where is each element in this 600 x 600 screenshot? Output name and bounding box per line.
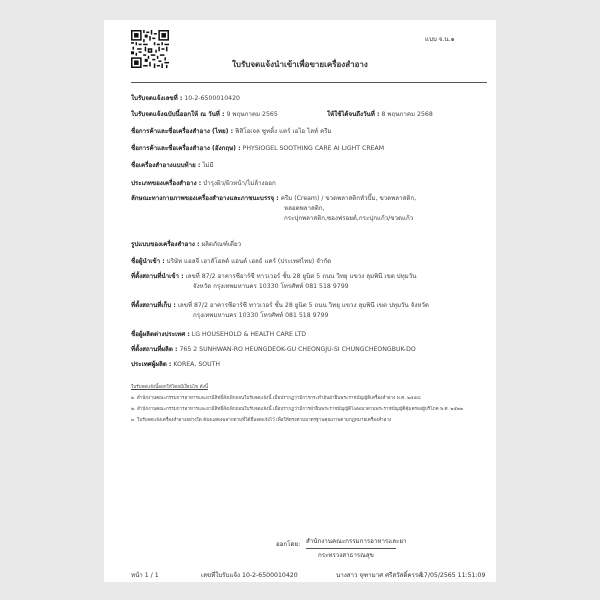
storage-address-line-2: กรุงเทพมหานคร 10330 โทรศัพท์ 081 518 9799 bbox=[193, 312, 329, 319]
receipt-no: 10-2-6500010420 bbox=[184, 95, 240, 102]
footer-receipt-ref: เลขที่ใบรับแจ้ง 10-2-6500010420 bbox=[201, 572, 298, 579]
importer-address-line-2: จังหวัด กรุงเทพมหานคร 10330 โทรศัพท์ 081 518 9799 bbox=[193, 283, 349, 290]
packaging-line-1: ครีม (Cream) / ขวดพลาสติกหัวปั๊ม, ขวดพลาสติก, bbox=[280, 195, 417, 202]
importer-address-label: ที่ตั้งสถานที่นำเข้า : bbox=[131, 273, 184, 280]
header-divider bbox=[131, 82, 487, 83]
document-title: ใบรับจดแจ้งนำเข้าเพื่อขายเครื่องสำอาง bbox=[232, 60, 368, 69]
packaging-label: ลักษณะทางกายภาพของเครื่องสำอางและภาชนะบรรจุ : bbox=[131, 195, 279, 202]
officer-name: นางสาว จุฑามาศ ศรีสวัสดิ์ครรค์ bbox=[336, 572, 423, 579]
issuer-ministry: กระทรวงสาธารณสุข bbox=[318, 552, 374, 559]
importer-address-line-1: เลขที่ 87/2 อาคารซีอาร์ซี ทาวเวอร์ ชั้น 28 ยูนิต 5 ถนน วิทยุ แขวง ลุมพินี เขต ปทุมวัน bbox=[185, 273, 417, 280]
issued-by-label: ออกโดย: bbox=[276, 541, 301, 548]
manufacturer-name: LG HOUSEHOLD & HEALTH CARE LTD bbox=[191, 331, 307, 338]
issue-date: 9 พฤษภาคม 2565 bbox=[226, 111, 278, 118]
cosmetic-form-label: รูปแบบของเครื่องสำอาง : bbox=[131, 241, 200, 248]
factory-label: ที่ตั้งสถานที่ผลิต : bbox=[131, 346, 178, 353]
packaging-line-2: หลอดพลาสติก, bbox=[284, 205, 325, 212]
valid-until-label: ให้ใช้ได้จนถึงวันที่ : bbox=[327, 111, 380, 118]
trade-name-th-label: ชื่อการค้าและชื่อเครื่องสำอาง (ไทย) : bbox=[131, 128, 234, 135]
condition-item-1: ๑. สำนักงานคณะกรรมการอาหารและยามีสิทธิ์สั่งเพิกถอนใบรับจดแจ้งนี้ เมื่อปรากฏว่ามีการกระทำอันฝ่าฝืนพระราชบัญญัติเครื่องสำอาง พ.ศ. ๒๕๕๘ bbox=[131, 396, 421, 401]
page-number: หน้า 1 / 1 bbox=[131, 572, 159, 579]
document-page bbox=[104, 20, 496, 582]
form-code: แบบ จ.น.๑ bbox=[425, 36, 455, 43]
storage-address-line-1: เลขที่ 87/2 อาคารซีอาร์ซี ทาวเวอร์ ชั้น 28 ยูนิต 5 ถนน วิทยุ แขวง ลุมพินี เขต ปทุมวัน จังหวัด bbox=[177, 302, 429, 309]
cosmetic-type-label: ประเภทของเครื่องสำอาง : bbox=[131, 180, 202, 187]
cosmetic-form: ผลิตภัณฑ์เดี่ยว bbox=[201, 241, 242, 248]
print-timestamp: 17/05/2565 11:51:09 bbox=[420, 572, 486, 579]
valid-until-date: 8 พฤษภาคม 2568 bbox=[381, 111, 433, 118]
issue-date-label: ใบรับจดแจ้งฉบับนี้ออกให้ ณ วันที่ : bbox=[131, 111, 225, 118]
factory-address: 765 2 SUNHWAN-RO HEUNGDEOK-GU CHEONGJU-SI CHUNGCHEONGBUK-DO bbox=[179, 346, 416, 353]
storage-address-label: ที่ตั้งสถานที่เก็บ : bbox=[131, 302, 176, 309]
issuer-name: สำนักงานคณะกรรมการอาหารและยา bbox=[306, 538, 407, 545]
trade-name-en-label: ชื่อการค้าและชื่อเครื่องสำอาง (อังกฤษ) : bbox=[131, 145, 241, 152]
notifier-label: ชื่อผู้นำเข้า : bbox=[131, 258, 165, 265]
condition-item-2: ๒. สำนักงานคณะกรรมการอาหารและยามีสิทธิ์สั่งเพิกถอนใบรับจดแจ้งนี้ เมื่อปรากฏว่ามีการฝ่าฝืนพระราชบัญญัติโฆษณาตามพระราชบัญญัติคุ้มครองผู้บริโภค พ.ศ. ๒๕๒๒ bbox=[131, 407, 463, 412]
packaging-line-3: กระปุกพลาสติก,ซองฟรอยด์,กระปุกแก้ว/ขวดแก้ว bbox=[284, 215, 414, 222]
cosmetic-type: บำรุงผิว/ผิวหน้า/ไม่ล้างออก bbox=[203, 180, 276, 187]
variant-value: ไม่มี bbox=[202, 162, 214, 169]
trade-name-en: PHYSIOGEL SOOTHING CARE AI LIGHT CREAM bbox=[242, 145, 385, 152]
country-label: ประเทศผู้ผลิต : bbox=[131, 361, 172, 368]
issuer-signature-line bbox=[306, 548, 396, 549]
notifier-name: บริษัท แอลจี เฮาส์โฮลด์ แอนด์ เฮลธ์ แคร์ (ประเทศไทย) จำกัด bbox=[166, 258, 332, 265]
manufacturer-label: ชื่อผู้ผลิตต่างประเทศ : bbox=[131, 331, 190, 338]
qr-code-icon[interactable] bbox=[131, 30, 169, 68]
conditions-heading: ใบรับจดแจ้งนี้ออกให้โดยมีเงื่อนไข ดังนี้ bbox=[131, 385, 208, 390]
condition-item-3: ๓. ใบรับจดแจ้งเครื่องสำอางอย่างใด ต้องแสดงฉลากตามที่ได้ยื่นจดแจ้งไว้ เพื่อให้ตรงตามมาตรฐานคุณภาพตามกฎหมายเครื่องสำอาง bbox=[131, 418, 392, 423]
trade-name-th: ฟิสิโอเจล ซูทติ้ง แคร์ เอไอ ไลท์ ครีม bbox=[235, 128, 332, 135]
receipt-no-label: ใบรับจดแจ้งเลขที่ : bbox=[131, 95, 183, 102]
variant-label: ชื่อเครื่องสำอางแบบท้าย : bbox=[131, 162, 201, 169]
country-value: KOREA, SOUTH bbox=[173, 361, 221, 368]
